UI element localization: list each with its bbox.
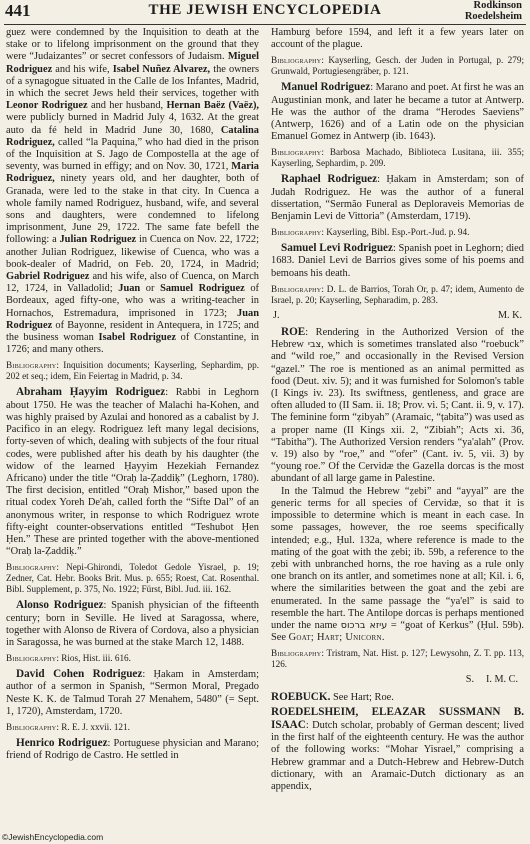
body-text: ninety years old, and her daughter, both of Granada, were led to the stake in that city. In Cuenca a whole family named Rodriguez, husband, wife, and several sons and daughters, were condemned to lifelong imprisonment, June 29, 1722. The same fate befell the following: a (6, 173, 259, 246)
signature-initials: M. K. (497, 309, 522, 321)
article-paragraph: Hamburg before 1594, and left it a few years later on account of the plague. (271, 27, 524, 51)
entry-text: : Marano and poet. At first he was an Augustinian monk, and later he became a tutor at Antwerp. He was the author of the drama “Herodes Saeviens” (Antwerp, 1626) and of a Latin ode on the physician Emanuel Gomez in Antwerp (ib. 1643). (271, 82, 524, 143)
body-text: of Bordeaux, aged fifty-one, who was a writing-teacher in Hornachos, Estremadura, imprisoned in 1723; (6, 283, 260, 319)
bibliography (271, 648, 524, 670)
article-entry (6, 386, 259, 558)
author-signature (271, 674, 524, 688)
running-head (465, 0, 522, 22)
article-entry (6, 599, 259, 649)
person-name: Juan Rodriguez (6, 307, 259, 331)
bibliography (271, 227, 524, 238)
bibliography-label: Bibliography (271, 227, 322, 238)
entry-heading: Manuel Rodriguez (281, 81, 371, 94)
article-entry (271, 173, 524, 223)
bibliography-label: Bibliography (271, 55, 322, 66)
signature-initials: S. (465, 674, 475, 686)
article-entry (271, 691, 524, 704)
bibliography (6, 360, 259, 382)
article-paragraph (271, 486, 524, 645)
entry-text: : Dutch scholar, probably of German descent; lived in the first half of the eighteenth century. He was the author of the following works: “Mohar Yisrael,” comprising a Hebrew grammar and a Dutch-Hebrew and Hebrew-Dutch dictionary, with an Aramaic-Dutch dictionary as an appendix, (271, 719, 524, 792)
bibliography-label: Bibliography (6, 360, 57, 371)
bibliography (6, 653, 259, 664)
bibliography-label: Bibliography (6, 562, 57, 573)
entry-text: , which is sometimes translated also “roebuck” and “wild roe,” and occasionally in the Revised Version “gazel.” The roe is mentioned as an animal permitted as food (Deut. xiv. 5); and it was furnished for Solomon's table (I Kings iv. 23). Its swiftness, gentleness, and grace are often alluded to (II Sam. ii. 18; Prov. vi. 5; Cant. ii. 9, v. 17). The feminine form “ẓibyah” (Aramaic, “ṭabita”) was used as a proper name (II Kings xii. 2, “Zibiah”; Acts xi. 36, “Tabitha”). The Authorized Version renders “ya'alah” (Prov. v. 19) also by “roe,” and “'ofer” (Cant. iv. 5, vii. 3) by “young roe.” Of the Cervidæ the Gazella dorcas is the most abundant of all large game in Palestine. (271, 339, 524, 485)
body-text: the owners of a synagogue situated in the Calle de los Infantes, Madrid, in which the secret Jews held their services, together with (6, 63, 259, 100)
author-signature (271, 310, 524, 324)
left-column (6, 27, 259, 762)
body-text: and his wife, (52, 63, 113, 75)
header-rule (4, 24, 526, 25)
body-text: in Cuenca on Nov. 22, 1722; another Julian Rodriguez, likewise of Cuenca, who was a book-dealer of Madrid, on Feb. 20, 1724, in Madrid; (6, 234, 259, 270)
entry-heading: ROE (281, 326, 306, 339)
article-entry (271, 706, 524, 793)
bibliography-text: : Inquisition documents; Kayserling, Sephardim, pp. 202 et seq.; idem, Ein Feiertag in Madrid, p. 34. (6, 360, 259, 382)
entry-text: : Rendering in the Authorized Version of the Hebrew (271, 327, 524, 351)
body-text: and his wife, also of Cuenca, on March 12, 1724, in Valladolid; (6, 271, 259, 295)
entry-text: : Spanish poet in Leghorn; died 1683. Daniel Levi de Barrios gives some of his poems and bemoans his death. (271, 243, 524, 279)
person-name: Isabel Nuñez Alvarez, (112, 63, 211, 75)
entry-heading: ROEDELSHEIM, ELEAZAR SUSSMANN B. ISAAC (271, 705, 524, 731)
person-name: Miguel Rodriguez (6, 51, 259, 75)
entry-heading: Raphael Rodriguez (281, 173, 378, 186)
person-name: Maria Rodriguez, (6, 161, 259, 185)
person-name: Julian Rodriguez (59, 234, 137, 246)
page-header (0, 0, 530, 24)
entry-text: = “goat of Kerkus” (Ḥul. 59b). See (271, 619, 525, 644)
body-text: or (140, 283, 161, 295)
person-name: Catalina Rodriguez, (6, 124, 259, 148)
entry-text: : Ḥakam in Amsterdam; author of a sermon in Spanish, “Sermon Moral, Pregado Neste K. K. de Talmud Torah 27 Menahem, 5480” (= Sept. 1, 1720), Amsterdam, 1720. (6, 669, 259, 717)
site-credit[interactable]: ©JewishEncyclopedia.com (2, 832, 104, 842)
journal-title: THE JEWISH ENCYCLOPEDIA (148, 2, 382, 18)
entry-heading: David Cohen Rodriguez (16, 668, 143, 681)
body-text: and her husband, (87, 100, 167, 112)
entry-text: : Spanish physician of the fifteenth century; born in Seville. He lived at Saragossa, where, together with Alonso de Rivera of Cordova, also a physician in Saragossa, he was burned at the stake March 12, 1488. (6, 600, 259, 648)
signature-initials: I. M. C. (486, 674, 518, 686)
running-head-end: Roedelsheim (464, 11, 522, 22)
body-text: of Constantine, in 1726; and many others. (6, 332, 259, 356)
bibliography-label: Bibliography (6, 653, 57, 664)
bibliography-label: Bibliography (271, 147, 322, 158)
bibliography-label: Bibliography (271, 648, 322, 659)
bibliography (6, 722, 259, 733)
article-paragraph (6, 27, 259, 356)
page-number: 441 (5, 1, 31, 20)
bibliography-text: : Rios, Hist. iii. 616. (56, 653, 131, 664)
bibliography-text: : Nepi-Ghirondi, Toledot Gedole Yisrael, p. 19; Zedner, Cat. Hebr. Books Brit. Mus. p. 655; Roest, Cat. Rosenthal. Bibl. Supplement, p. 375, No. 1922; Fürst, Bibl. Jud. iii. 162. (6, 562, 259, 595)
body-text: guez were condemned by the Inquisition to death at the stake or to lifelong imprisonment on the ground that they were “Judaizantes” or secret confessors of Judaism. (6, 27, 259, 63)
bibliography-text: : Kayserling, Bibl. Esp.-Port.-Jud. p. 94. (321, 227, 470, 238)
right-column (271, 27, 524, 793)
entry-heading: Alonso Rodriguez (16, 599, 104, 612)
bibliography-label: Bibliography (6, 721, 57, 732)
entry-heading: Samuel Levi Rodriguez (281, 242, 393, 255)
bibliography (271, 284, 524, 306)
body-text: called “la Paquina,” who had died in the prison of the Inquisition at S. Jago de Compostella at the age of seventy, was burned in effigy; and on Nov. 30, 1721, (6, 136, 259, 173)
bibliography-text: : Barbosa Machado, Biblioteca Lusitana, iii. 355; Kayserling, Sephardim, p. 209. (271, 147, 524, 169)
hebrew-term: עיזא ברכוס (340, 619, 388, 631)
bibliography-label: Bibliography (271, 283, 322, 294)
entry-heading: Henrico Rodriguez (16, 736, 108, 749)
article-entry (271, 326, 524, 486)
entry-heading: Abraham Ḥayyim Rodriguez (16, 386, 166, 399)
person-name: Gabriel Rodriguez (6, 271, 90, 283)
bibliography (6, 562, 259, 595)
person-name: Isabel Rodriguez (98, 332, 176, 344)
entry-text: In the Talmud the Hebrew “ẓebi” and “ayyal” are the generic terms for all species of Cervidæ, so that it is impossible to determine which is meant in each case. In some passages, however, the roe seems specifically intended; e.g., Ḥul. 132a, where reference is made to the mating of the goat with the ẓebi; ib. 59b, a reference to the ẓebi with unbranched horns, the roe having as a rule only one branch on its antler, and sometimes none at all; Kil. i. 6, where the similarities between the goat and the ẓebi are enumerated. In the same passage the “ya'el” is said to resemble the hart. The Antilope dorcas is perhaps mentioned under the name (271, 485, 524, 631)
bibliography-text: : Tristram, Nat. Hist. p. 127; Lewysohn, Z. T. pp. 113, 126. (271, 648, 524, 670)
entry-text: : Rabbi in Leghorn about 1750. He was the teacher of Malachi ha-Kohen, and was highly praised by Azulai and honored as a cabalist by J. Pacifico in an elegy. Rodriguez left many legal decisions, forty-seven of which, dealing with subjects of the four ritual codes, were published after his death by his daughter (the widow of the learned Ḥayyim Hezekiah Fernandez Africano) under the title “Oraḥ la-Ẓaddiḳ” (Leghorn, 1780). The first decision, entitled “Oraḥ Mishor,” based upon the ritual codex Yoreh De'ah, called forth the “Sifte Dal” of an anonymous writer, in response to which Rodriguez wrote fifty-eight counter-observations entitled “Teshubot Ḥen Ḥen.” These are printed together with the above-mentioned “Oraḥ la-Ẓaddiḳ.” (6, 387, 259, 558)
bibliography (271, 55, 524, 77)
bibliography (271, 147, 524, 169)
entry-heading: ROEBUCK. (271, 690, 331, 703)
article-entry (271, 242, 524, 280)
cross-reference[interactable]: Goat; Hart; Unicorn. (288, 632, 385, 644)
entry-text: : Ḥakam in Amsterdam; son of Judah Rodriguez. He was the author of a funeral dissertation, “Sermão Funeral as Deploraveis Memorias de Benjamin Levi de Vittoria” (Amsterdam, 1719). (271, 174, 525, 223)
bibliography-text: : D. L. de Barrios, Torah Or, p. 47; idem, Aumento de Israel, p. 20; Kayserling, Sepharadim, p. 283. (271, 283, 524, 305)
bibliography-text: : R. E. J. xxvii. 121. (56, 721, 130, 732)
entry-text: : Portuguese physician and Marano; friend of Rodrigo de Castro. He settled in (6, 737, 259, 762)
person-name: Samuel Rodriguez (160, 283, 245, 295)
signature-initials: J. (273, 309, 280, 321)
article-entry (6, 668, 259, 718)
article-entry (6, 737, 259, 762)
person-name: Leonor Rodriguez (6, 100, 88, 112)
person-name: Juan (118, 283, 141, 295)
body-text: of Bayonne, resident in Antequera, in 1725; and the business woman (6, 319, 259, 344)
running-head-start: Rodkinson (473, 0, 522, 11)
bibliography-text: : Kayserling, Gesch. der Juden in Portugal, p. 279; Grunwald, Portugiesengräber, p. 121. (271, 55, 524, 77)
cross-reference[interactable]: See Hart; Roe. (330, 691, 394, 703)
body-text: were publicly burned in Madrid July 4, 1632. At the great auto da fé held in Madrid June 30, 1680, (6, 112, 259, 136)
article-entry (271, 81, 524, 143)
hebrew-term: צבי (307, 339, 322, 351)
person-name: Hernan Baëz (Vaëz), (166, 100, 259, 112)
